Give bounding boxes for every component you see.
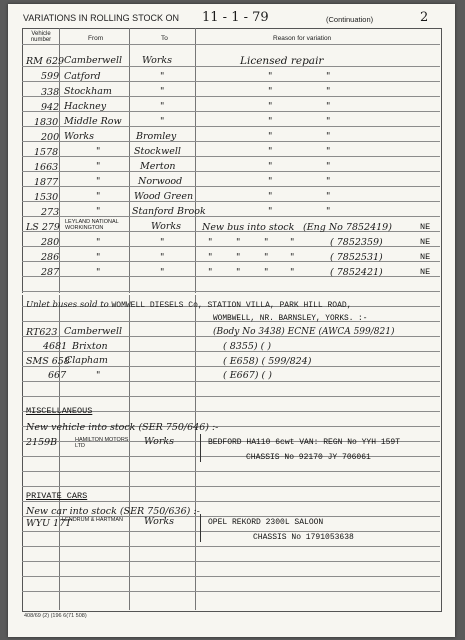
form-title: VARIATIONS IN ROLLING STOCK ON	[23, 13, 180, 23]
reason-cell: (Body No 3438) ECNE (AWCA 599/821)	[213, 327, 395, 337]
ditto-mark: "	[264, 237, 269, 248]
to-cell: Works	[144, 516, 175, 527]
ditto-mark: "	[96, 176, 101, 187]
ruled-line	[22, 201, 440, 202]
ditto-mark: "	[96, 237, 101, 248]
from-cell: Catford	[64, 71, 101, 82]
ditto-mark: "	[326, 71, 331, 82]
to-cell: Wood Green	[134, 191, 194, 202]
continuation-label: (Continuation)	[326, 15, 374, 24]
ne-code: NE	[420, 252, 431, 262]
ditto-mark: "	[268, 101, 273, 112]
section-heading-sold: Unlet buses sold to WOMWELL DIESELS Co, STATION VILLA, PARK HILL ROAD,	[26, 300, 352, 310]
to-cell: Works	[151, 221, 182, 232]
ditto-mark: "	[290, 267, 295, 278]
ditto-mark: "	[96, 161, 101, 172]
ditto-mark: "	[236, 237, 241, 248]
engine-number: ( 7852421)	[330, 267, 383, 278]
misc-chassis: CHASSIS No 92170 JY 706061	[246, 453, 371, 462]
vehicle-number: 4681	[43, 341, 68, 352]
ditto-mark: "	[160, 71, 165, 82]
ditto-mark: "	[326, 206, 331, 217]
col-header-reason: Reason for variation	[273, 35, 332, 42]
ditto-mark: "	[326, 101, 331, 112]
ruled-line	[22, 486, 440, 487]
engine-number: ( 7852531)	[330, 252, 383, 263]
private-chassis: CHASSIS No 1791053638	[253, 533, 354, 542]
ruled-line	[22, 471, 440, 472]
ditto-mark: "	[264, 267, 269, 278]
from-cell: HAMILTON MOTORS LTD	[75, 437, 129, 449]
to-cell: Works	[142, 55, 173, 66]
ruled-line	[22, 291, 440, 292]
ditto-mark: "	[160, 252, 165, 263]
ditto-mark: "	[96, 252, 101, 263]
ruled-line	[22, 171, 440, 172]
ruled-line	[22, 546, 440, 547]
ditto-mark: "	[326, 191, 331, 202]
col-header-from: From	[88, 35, 104, 42]
ditto-mark: "	[268, 206, 273, 217]
ruled-line	[22, 591, 440, 592]
ditto-mark: "	[160, 101, 165, 112]
form-date: 11 - 1 - 79	[202, 10, 269, 25]
ditto-mark: "	[268, 116, 273, 127]
misc-reason: BEDFORD HA110 6cwt VAN: REGN No YYH 159T	[208, 438, 401, 447]
vehicle-number: 287	[41, 267, 60, 278]
to-cell: Stockwell	[134, 146, 181, 157]
col-header-to: To	[161, 35, 168, 42]
vehicle-number: 338	[41, 87, 60, 98]
ditto-mark: "	[326, 131, 331, 142]
ditto-mark: "	[160, 267, 165, 278]
ditto-mark: "	[208, 237, 213, 248]
ditto-mark: "	[326, 176, 331, 187]
private-subheading: New car into stock (SER 750/636) :-	[26, 506, 200, 517]
ruled-line	[22, 396, 440, 397]
to-cell: Bromley	[136, 131, 177, 142]
section-heading-misc: MISCELLANEOUS	[26, 406, 93, 416]
sold-address: WOMBWELL, NR. BARNSLEY, YORKS. :-	[213, 315, 368, 323]
misc-subheading: New vehicle into stock (SER 750/646) :-	[26, 422, 219, 433]
ditto-mark: "	[268, 161, 273, 172]
from-cell: Camberwell	[64, 326, 123, 337]
ditto-mark: "	[96, 370, 101, 381]
ruled-line	[22, 381, 440, 382]
ditto-mark: "	[326, 86, 331, 97]
vehicle-number: 280	[41, 237, 60, 248]
ruled-line	[22, 186, 440, 187]
reason-cell: Licensed repair	[240, 55, 324, 67]
from-cell: Brixton	[72, 341, 108, 352]
ruled-line	[22, 576, 440, 577]
ruled-line	[22, 216, 440, 217]
to-cell: Stanford Brook	[132, 206, 206, 217]
ruled-line	[22, 44, 440, 45]
ruled-line	[22, 66, 440, 67]
ditto-mark: "	[96, 267, 101, 278]
to-cell: Merton	[140, 161, 176, 172]
ruled-line	[22, 531, 440, 532]
from-cell: Stockham	[64, 86, 112, 97]
ne-code: NE	[420, 222, 431, 232]
from-cell: LEYLAND NATIONAL WORKINGTON	[65, 219, 119, 231]
ditto-mark: "	[208, 252, 213, 263]
vehicle-number: 200	[41, 132, 60, 143]
vehicle-number: LS 279	[26, 222, 60, 233]
ditto-mark: "	[208, 267, 213, 278]
reason-cell: ( 8355) ( )	[223, 341, 272, 352]
ditto-mark: "	[326, 146, 331, 157]
reason-cell: ( E658) ( 599/824)	[223, 356, 312, 367]
col-header-vehicle: Vehicle number	[30, 31, 52, 43]
vehicle-number: 286	[41, 252, 60, 263]
from-cell: Hackney	[64, 101, 107, 112]
ditto-mark: "	[290, 252, 295, 263]
ditto-mark: "	[268, 86, 273, 97]
ruled-line	[22, 456, 440, 457]
ne-code: NE	[420, 237, 431, 247]
vehicle-number: 1530	[34, 192, 59, 203]
vehicle-number: 667	[48, 370, 67, 381]
engine-number: ( 7852359)	[330, 237, 383, 248]
document-page	[8, 4, 455, 637]
col-rule	[195, 28, 196, 610]
from-cell: Works	[64, 131, 95, 142]
vehicle-number: 599	[41, 71, 60, 82]
reason-cell: ( E667) ( )	[223, 370, 272, 381]
ditto-mark: "	[268, 131, 273, 142]
ditto-mark: "	[236, 267, 241, 278]
ruled-line	[22, 156, 440, 157]
vehicle-number: WYU 17T	[26, 518, 72, 529]
vehicle-number: RM 629	[26, 56, 65, 67]
from-cell: Middle Row	[64, 116, 122, 127]
ditto-mark: "	[236, 252, 241, 263]
ditto-mark: "	[290, 237, 295, 248]
vehicle-number: 1578	[34, 147, 59, 158]
ditto-mark: "	[326, 161, 331, 172]
vehicle-number: 1663	[34, 162, 59, 173]
vehicle-number: RT623	[26, 327, 58, 338]
ruled-line	[22, 501, 440, 502]
ditto-mark: "	[268, 71, 273, 82]
reason-cell: New bus into stock	[202, 222, 295, 233]
ruled-line	[22, 561, 440, 562]
to-cell: Works	[144, 436, 175, 447]
ditto-mark: "	[268, 146, 273, 157]
vehicle-number: SMS 658	[26, 356, 70, 367]
ne-code: NE	[420, 267, 431, 277]
vehicle-number: 2159B	[26, 437, 58, 448]
ditto-mark: "	[96, 191, 101, 202]
ditto-mark: "	[96, 146, 101, 157]
ditto-mark: "	[160, 116, 165, 127]
ditto-mark: "	[160, 237, 165, 248]
print-code: 408/69 (2) (196 6(71 508)	[24, 613, 87, 619]
page-number: 2	[420, 10, 429, 25]
private-reason: OPEL REKORD 2300L SALOON	[208, 518, 324, 527]
vehicle-number: 1830	[34, 117, 59, 128]
section-heading-private: PRIVATE CARS	[26, 491, 88, 501]
ditto-mark: "	[160, 86, 165, 97]
vehicle-number: 1877	[34, 177, 59, 188]
ditto-mark: "	[96, 206, 101, 217]
vehicle-number: 942	[41, 102, 60, 113]
from-cell: Camberwell	[64, 55, 123, 66]
ditto-mark: "	[268, 176, 273, 187]
to-cell: Norwood	[138, 176, 183, 187]
col-rule	[129, 28, 130, 610]
vehicle-number: 273	[41, 207, 60, 218]
from-cell: LENDRUM & HARTMAN	[62, 517, 124, 523]
ditto-mark: "	[326, 116, 331, 127]
from-cell: Clapham	[65, 355, 108, 366]
ditto-mark: "	[264, 252, 269, 263]
engine-number: (Eng No 7852419)	[303, 222, 392, 233]
ditto-mark: "	[268, 191, 273, 202]
